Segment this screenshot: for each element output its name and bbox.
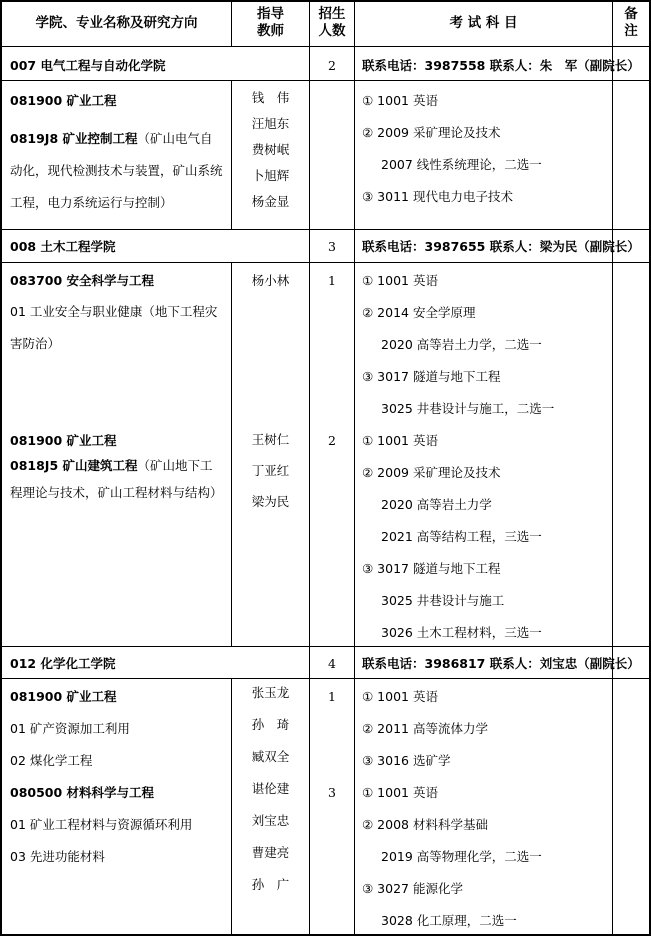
rule [0, 262, 651, 263]
advisor-name: 刘宝忠 [251, 813, 290, 828]
advisor-name: 臧双全 [251, 749, 290, 764]
header-exam-subjects: 考 试 科 目 [449, 15, 518, 31]
rule [0, 0, 651, 2]
exam-subject: ② 2014 安全学原理 [362, 305, 476, 320]
major-line: 081900 矿业工程 [10, 93, 117, 108]
rule [354, 0, 355, 936]
exam-subject: ① 1001 英语 [362, 433, 438, 448]
exam-subject: ② 2009 采矿理论及技术 [362, 125, 501, 140]
advisor-name: 谌伦建 [251, 781, 290, 796]
college-count: 3 [328, 239, 336, 254]
advisor-name: 张玉龙 [251, 685, 290, 700]
major-line-code: 0819J8 矿业控制工程 [10, 131, 138, 146]
header-advisor-l1: 指导 [257, 6, 284, 22]
header-remark-l2: 注 [624, 23, 638, 39]
exam-subject: ① 1001 英语 [362, 689, 438, 704]
header-advisor-l2: 教师 [257, 23, 284, 39]
major-line-code: 0818J5 矿山建筑工程 [10, 458, 138, 473]
exam-subject: ③ 3011 现代电力电子技术 [362, 189, 513, 204]
advisor-name: 孙 广 [251, 877, 290, 892]
advisor-name: 费树岷 [251, 142, 290, 157]
rule [0, 46, 651, 47]
rule [0, 0, 2, 936]
program-count: 1 [328, 689, 336, 704]
major-line-directions: （矿山电气自动化，现代检测技术与装置，矿山系统工程，电力系统运行与控制） [10, 131, 223, 210]
college-title: 007 电气工程与自动化学院 [10, 58, 166, 73]
exam-subject: ① 1001 英语 [362, 785, 438, 800]
exam-subject: 3028 化工原理，二选一 [381, 913, 517, 928]
college-contact: 联系电话：3986817 联系人：刘宝忠（副院长） [362, 656, 640, 671]
advisor-name: 曹建亮 [251, 845, 290, 860]
exam-subject: ① 1001 英语 [362, 273, 438, 288]
major-line: 02 煤化学工程 [10, 753, 93, 768]
header-count-l1: 招生 [318, 6, 346, 22]
rule [612, 0, 613, 936]
rule [0, 80, 651, 81]
exam-subject: 3026 土木工程材料，三选一 [381, 625, 542, 640]
exam-subject: 2021 高等结构工程，三选一 [381, 529, 542, 544]
exam-subject: 2007 线性系统理论，二选一 [381, 157, 542, 172]
advisor-name: 王树仁 [251, 432, 290, 447]
exam-subject: ② 2011 高等流体力学 [362, 721, 488, 736]
exam-subject: ③ 3027 能源化学 [362, 881, 463, 896]
major-line: 03 先进功能材料 [10, 849, 105, 864]
college-contact: 联系电话：3987655 联系人：梁为民（副院长） [362, 239, 640, 254]
rule [0, 646, 651, 647]
advisor-name: 卜旭辉 [251, 168, 290, 183]
advisor-name: 丁亚红 [251, 463, 290, 478]
advisor-name: 孙 琦 [251, 717, 290, 732]
header-remark-l1: 备 [624, 6, 638, 22]
major-line: 01 矿业工程材料与资源循环利用 [10, 817, 193, 832]
college-title: 012 化学化工学院 [10, 656, 116, 671]
advisor-name: 杨小林 [251, 273, 290, 288]
exam-subject: ② 2008 材料科学基础 [362, 817, 488, 832]
college-count: 2 [328, 58, 336, 73]
program-count: 1 [328, 273, 336, 288]
exam-subject: 2019 高等物理化学，二选一 [381, 849, 542, 864]
major-line-directions: （矿山地下工程理论与技术，矿山工程材料与结构） [10, 458, 223, 500]
major-line [10, 452, 224, 506]
college-contact: 联系电话：3987558 联系人：朱 军（副院长） [362, 58, 640, 73]
advisor-list [232, 90, 309, 220]
rule [0, 678, 651, 679]
exam-subject: ③ 3016 选矿学 [362, 753, 451, 768]
exam-subject: 3025 井巷设计与施工 [381, 593, 505, 608]
major-line: 01 工业安全与职业健康（地下工程灾害防治） [10, 304, 218, 351]
major-line: 081900 矿业工程 [10, 689, 117, 704]
rule [0, 229, 651, 230]
advisor-name: 钱 伟 [251, 90, 290, 105]
major-line: 081900 矿业工程 [10, 433, 117, 448]
exam-subject: ③ 3017 隧道与地下工程 [362, 561, 501, 576]
exam-subject: 2020 高等岩土力学 [381, 497, 492, 512]
exam-subject: 2020 高等岩土力学，二选一 [381, 337, 542, 352]
advisor-name: 杨金显 [251, 194, 290, 209]
major-line: 083700 安全科学与工程 [10, 273, 155, 288]
exam-subject: ② 2009 采矿理论及技术 [362, 465, 501, 480]
advisor-list [232, 685, 309, 909]
advisor-name: 梁为民 [251, 494, 290, 509]
advisor-name: 汪旭东 [251, 116, 290, 131]
major-line: 01 矿产资源加工利用 [10, 721, 130, 736]
exam-subject: ③ 3017 隧道与地下工程 [362, 369, 501, 384]
program-count: 3 [328, 785, 336, 800]
program-count: 2 [328, 433, 336, 448]
college-count: 4 [328, 656, 336, 671]
exam-subject: 3025 井巷设计与施工，二选一 [381, 401, 555, 416]
college-title: 008 土木工程学院 [10, 239, 116, 254]
header-count-l2: 人数 [318, 23, 346, 39]
major-line: 080500 材料科学与工程 [10, 785, 155, 800]
exam-subject: ① 1001 英语 [362, 93, 438, 108]
major-line [10, 123, 224, 219]
header-college-major: 学院、专业名称及研究方向 [35, 15, 198, 31]
advisor-list [232, 432, 309, 525]
